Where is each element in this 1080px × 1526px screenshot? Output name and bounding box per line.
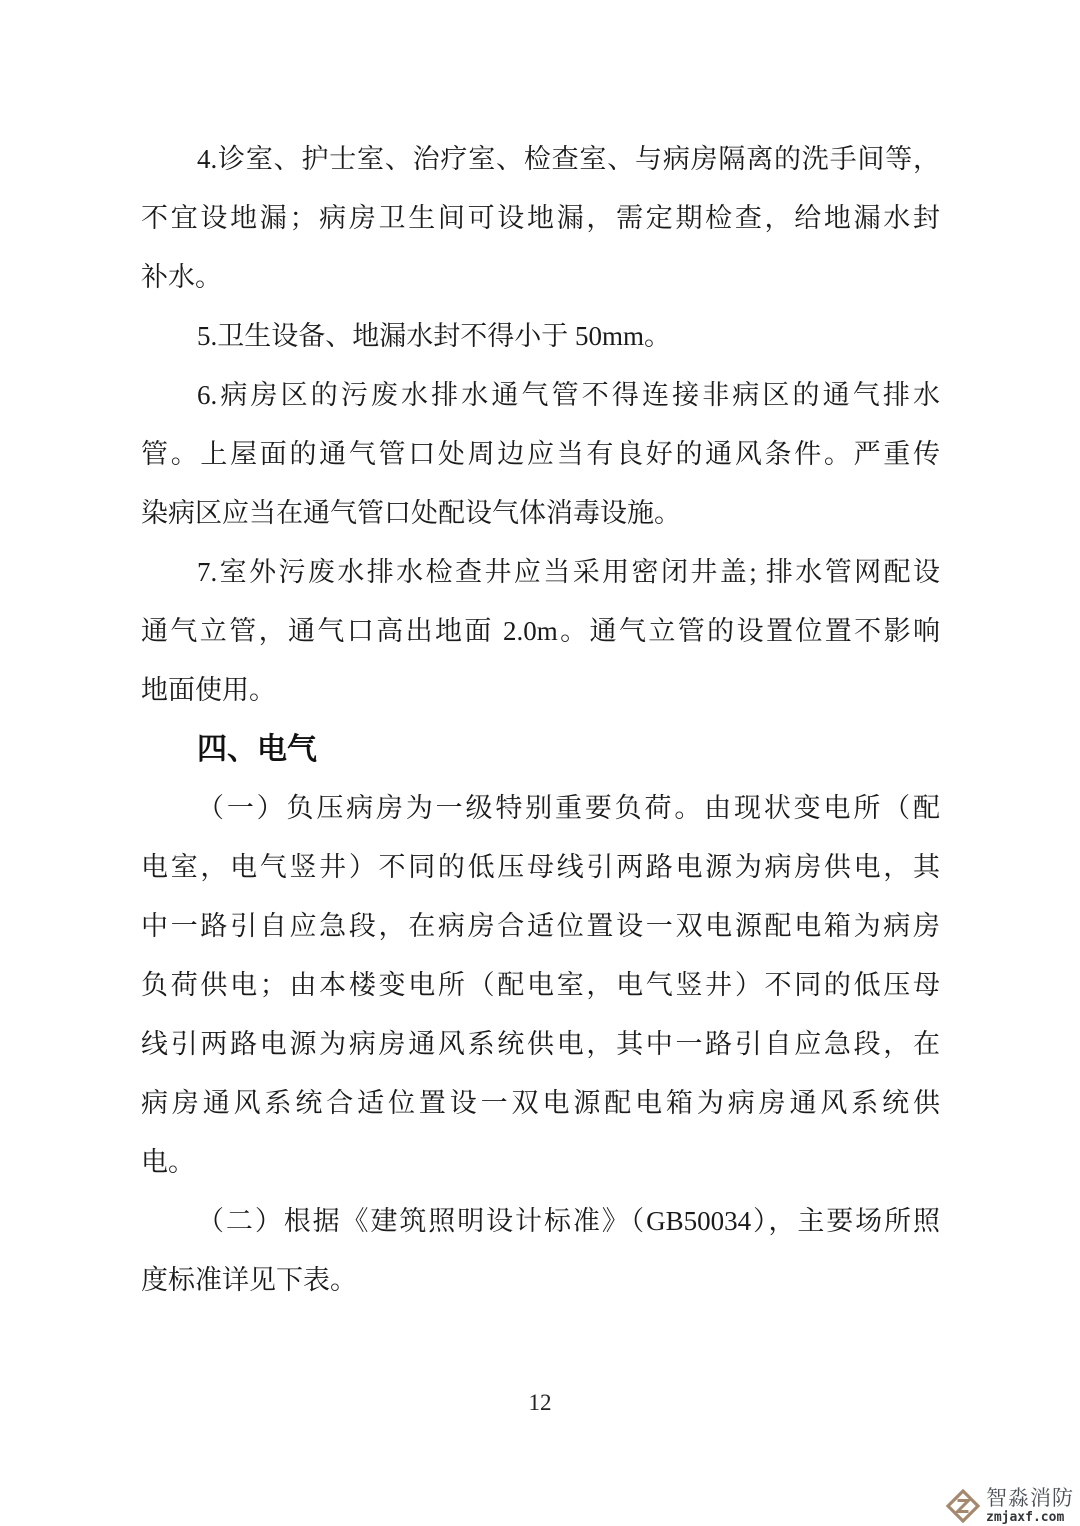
- text-line: 负荷供电；由本楼变电所（配电室，电气竖井）不同的低压母: [141, 970, 940, 1000]
- diamond-z-logo-icon: [945, 1488, 981, 1524]
- text-line: （二）根据《建筑照明设计标准》（GB50034），主要场所照: [197, 1206, 940, 1236]
- text-line: 电室，电气竖井）不同的低压母线引两路电源为病房供电，其: [141, 852, 940, 882]
- watermark: [945, 1488, 1074, 1524]
- text-line: 线引两路电源为病房通风系统供电，其中一路引自应急段，在: [141, 1029, 940, 1059]
- watermark-domain: zmjaxf.com: [986, 1510, 1065, 1525]
- text-line: 中一路引自应急段，在病房合适位置设一双电源配电箱为病房: [141, 911, 940, 941]
- paragraph-vent-pipes: [141, 366, 940, 543]
- text-line: 通气立管，通气口高出地面 2.0m。通气立管的设置位置不影响: [141, 616, 940, 646]
- watermark-brand-name: 智淼消防: [986, 1487, 1074, 1510]
- text-line: 不宜设地漏；病房卫生间可设地漏，需定期检查，给地漏水封: [141, 203, 940, 233]
- text-line: 5.卫生设备、地漏水封不得小于 50mm。: [197, 321, 672, 351]
- page-number: 12: [528, 1390, 552, 1415]
- paragraph-power-supply: [141, 779, 940, 1192]
- text-line: 6.病房区的污废水排水通气管不得连接非病区的通气排水: [197, 380, 940, 410]
- paragraph-lighting-standard: [141, 1192, 940, 1310]
- text-line: 7.室外污废水排水检查井应当采用密闭井盖; 排水管网配设: [197, 557, 940, 587]
- paragraph-water-seal: [141, 307, 940, 366]
- text-line: 染病区应当在通气管口处配设气体消毒设施。: [141, 498, 681, 528]
- text-line: 地面使用。: [141, 675, 276, 705]
- text-line: 4.诊室、护士室、治疗室、检查室、与病房隔离的洗手间等，: [197, 144, 940, 174]
- paragraph-outdoor-drainage: [141, 543, 940, 720]
- text-line: （一）负压病房为一级特别重要负荷。由现状变电所（配: [197, 793, 940, 823]
- paragraph-drain-rooms: [141, 130, 940, 307]
- document-page-body: [141, 130, 940, 1310]
- section-heading-electrical: 四、电气: [197, 733, 317, 766]
- text-line: 电。: [141, 1147, 195, 1177]
- text-line: 度标准详见下表。: [141, 1265, 357, 1295]
- text-line: 病房通风系统合适位置设一双电源配电箱为病房通风系统供: [141, 1088, 940, 1118]
- text-line: 补水。: [141, 262, 222, 292]
- text-line: 管。上屋面的通气管口处周边应当有良好的通风条件。严重传: [141, 439, 940, 469]
- watermark-text: [986, 1488, 1074, 1524]
